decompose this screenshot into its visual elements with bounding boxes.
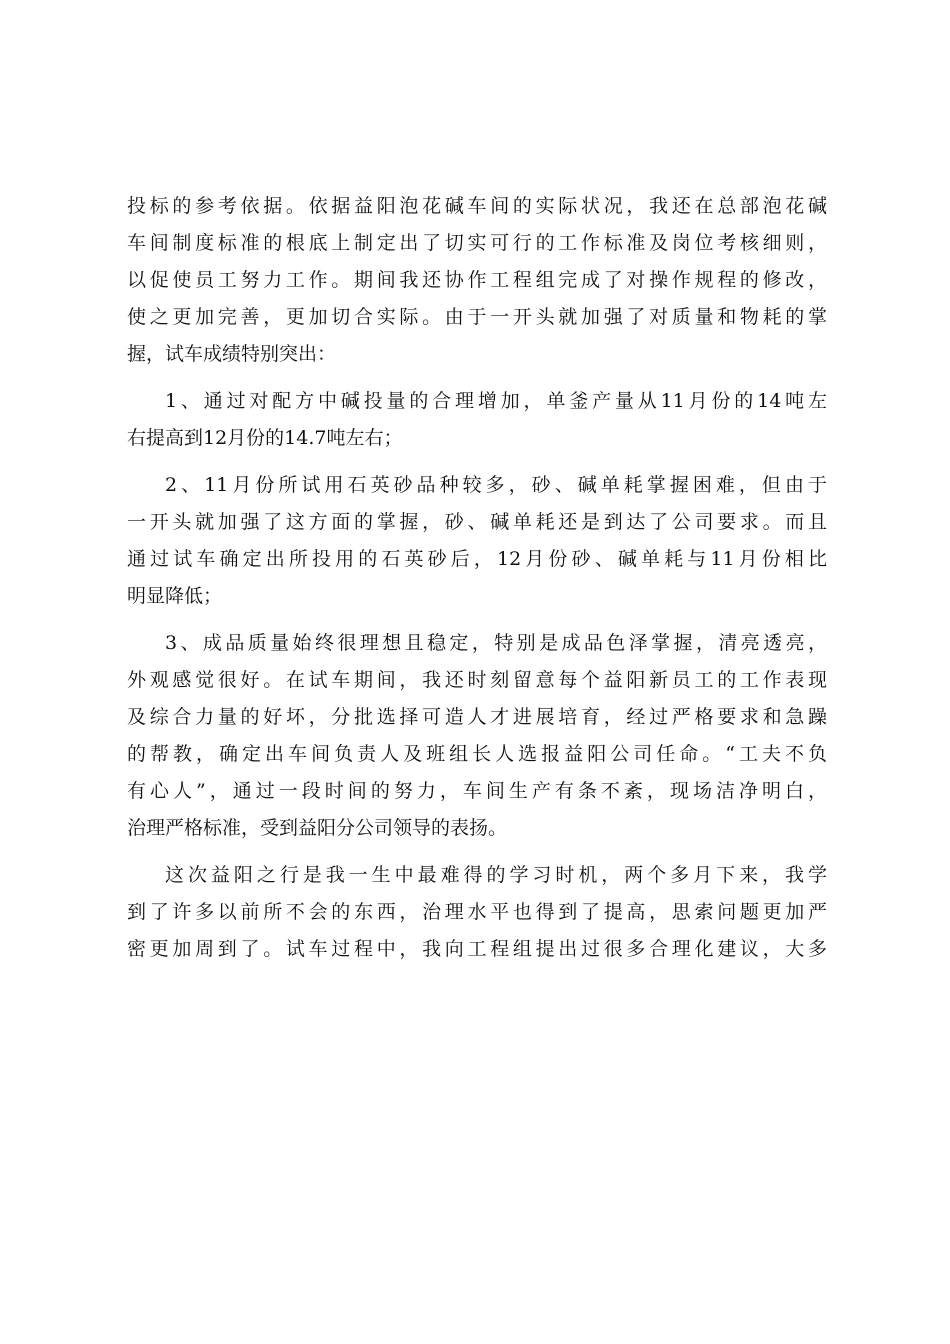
paragraph-2: [127, 383, 827, 457]
paragraph-1: [127, 188, 827, 373]
text-line: 使之更加完善，更加切合实际。由于一开头就加强了对质量和物耗的掌: [127, 306, 827, 328]
text-line: 密更加周到了。试车过程中，我向工程组提出过很多合理化建议，大多: [127, 938, 827, 960]
paragraph-5: [127, 857, 827, 968]
text-line: 通过试车确定出所投用的石英砂后，12月份砂、碱单耗与11月份相比: [127, 548, 827, 570]
text-line: 一开头就加强了这方面的掌握，砂、碱单耗还是到达了公司要求。而且: [127, 511, 827, 533]
text-line: 的帮教，确定出车间负责人及班组长人选报益阳公司任命。“工夫不负: [127, 743, 827, 765]
paragraph-3: [127, 467, 827, 615]
text-line: 有心人”，通过一段时间的努力，车间生产有条不紊，现场洁净明白，: [127, 780, 827, 802]
text-line: 及综合力量的好坏，分批选择可造人才进展培育，经过严格要求和急躁: [127, 706, 827, 728]
text-line: 投标的参考依据。依据益阳泡花碱车间的实际状况，我还在总部泡花碱: [127, 195, 827, 217]
text-line: 右提高到12月份的14.7吨左右；: [127, 427, 403, 449]
text-line: 3、成品质量始终很理想且稳定，特别是成品色泽掌握，清亮透亮，: [165, 632, 827, 654]
text-line: 握，试车成绩特别突出：: [127, 343, 337, 365]
text-line: 到了许多以前所不会的东西，治理水平也得到了提高，思索问题更加严: [127, 901, 827, 923]
document-body: [127, 188, 827, 968]
text-line: 外观感觉很好。在试车期间，我还时刻留意每个益阳新员工的工作表现: [127, 669, 827, 691]
text-line: 治理严格标准，受到益阳分公司领导的表扬。: [127, 817, 508, 839]
text-line: 1、通过对配方中碱投量的合理增加，单釜产量从11月份的14吨左: [165, 390, 827, 412]
text-line: 车间制度标准的根底上制定出了切实可行的工作标准及岗位考核细则，: [127, 232, 827, 254]
text-line: 2、11月份所试用石英砂品种较多，砂、碱单耗掌握困难，但由于: [165, 474, 827, 496]
text-line: 这次益阳之行是我一生中最难得的学习时机，两个多月下来，我学: [165, 864, 827, 886]
paragraph-4: [127, 625, 827, 847]
text-line: 以促使员工努力工作。期间我还协作工程组完成了对操作规程的修改，: [127, 269, 827, 291]
text-line: 明显降低；: [127, 585, 223, 607]
